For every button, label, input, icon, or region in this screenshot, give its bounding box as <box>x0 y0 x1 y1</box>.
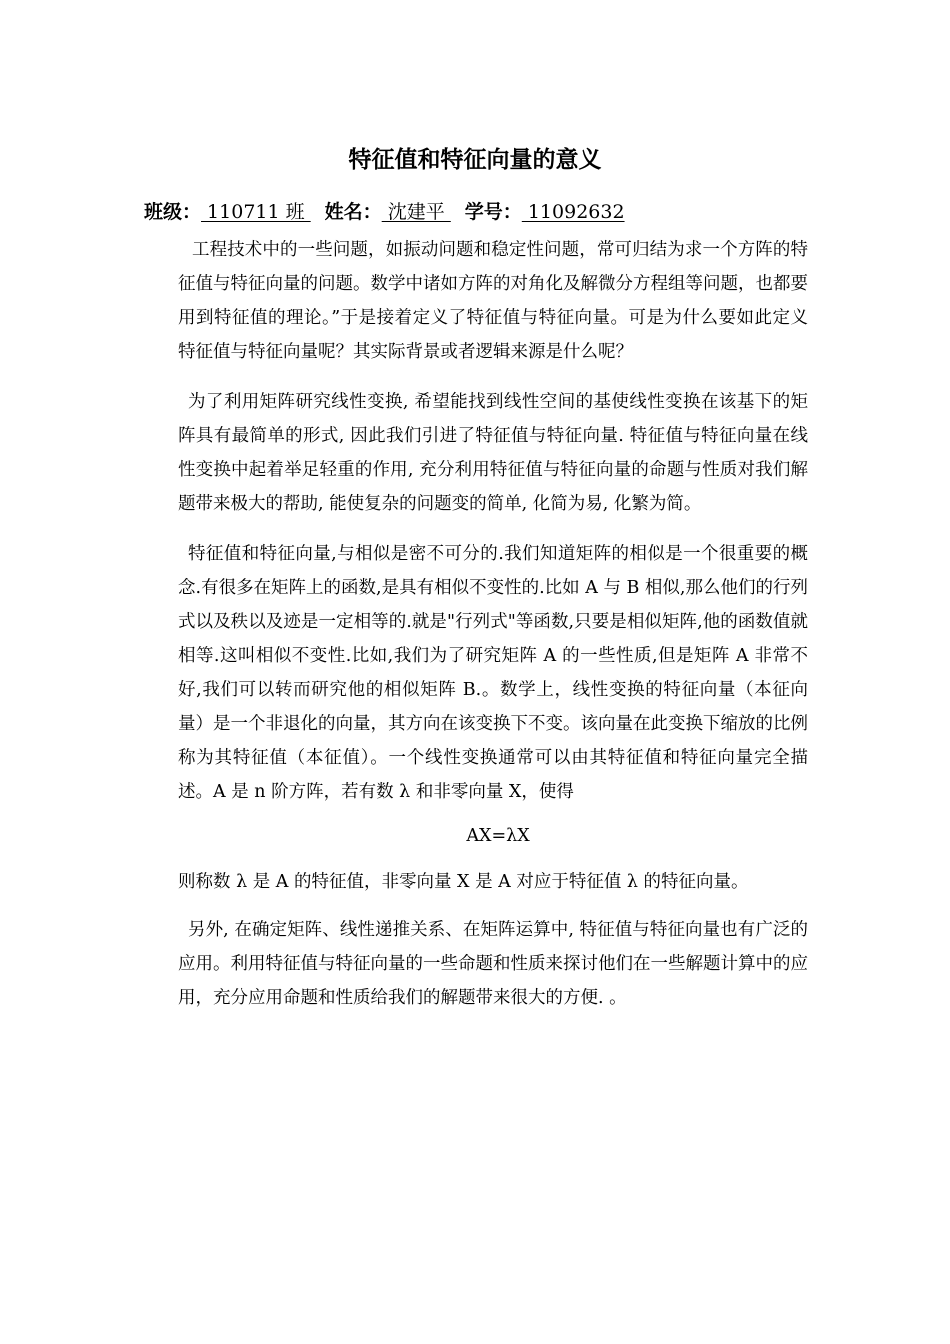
document-body <box>178 233 808 1015</box>
paragraph-purpose: 为了利用矩阵研究线性变换, 希望能找到线性空间的基使线性变换在该基下的矩阵具有最简单的形式, 因此我们引进了特征值与特征向量. 特征值与特征向量在线性变换中起着举足轻重的作用, 充分利用特征值与特征向量的命题与性质对我们解题带来极大的帮助, 能使复杂的问题变的简单, 化简为易, 化繁为简。 <box>178 392 808 514</box>
student-info-line <box>144 196 844 228</box>
student-id-value: 11092632 <box>521 201 625 223</box>
class-label: 班级： <box>144 201 202 223</box>
paragraph-definition: 则称数 λ 是 A 的特征值，非零向量 X 是 A 对应于特征值 λ 的特征向量。 <box>178 872 749 892</box>
student-id-label: 学号： <box>464 201 522 223</box>
class-value: 110711 班 <box>201 201 311 223</box>
paragraph-applications: 另外, 在确定矩阵、线性递推关系、在矩阵运算中, 特征值与特征向量也有广泛的应用。利用特征值与特征向量的一些命题和性质来探讨他们在一些解题计算中的应用，充分应用命题和性质给我们的解题带来很大的方便. 。 <box>178 920 808 1008</box>
paragraph-similarity: 特征值和特征向量,与相似是密不可分的.我们知道矩阵的相似是一个很重要的概念.有很多在矩阵上的函数,是具有相似不变性的.比如 A 与 B 相似,那么他们的行列式以及秩以及迹是一定相等的.就是"行列式"等函数,只要是相似矩阵,他的函数值就相等.这叫相似不变性.比如,我们为了研究矩阵 A 的一些性质,但是矩阵 A 非常不好,我们可以转而研究他的相似矩阵 B.。数学上，线性变换的特征向量（本征向量）是一个非退化的向量，其方向在该变换下不变。该向量在此变换下缩放的比例称为其特征值（本征值）。一个线性变换通常可以由其特征值和特征向量完全描述。A 是 n 阶方阵，若有数 λ 和非零向量 X，使得 <box>178 544 808 802</box>
name-value: 沈建平 <box>381 201 451 223</box>
paragraph-intro: 工程技术中的一些问题，如振动问题和稳定性问题，常可归结为求一个方阵的特征值与特征向量的问题。数学中诸如方阵的对角化及解微分方程组等问题，也都要用到特征值的理论。”于是接着定义了特征值与特征向量。可是为什么要如此定义特征值与特征向量呢？其实际背景或者逻辑来源是什么呢？ <box>178 240 808 362</box>
equation: AX=λX <box>466 826 530 846</box>
name-label: 姓名： <box>324 201 382 223</box>
document-title: 特征值和特征向量的意义 <box>348 147 602 173</box>
